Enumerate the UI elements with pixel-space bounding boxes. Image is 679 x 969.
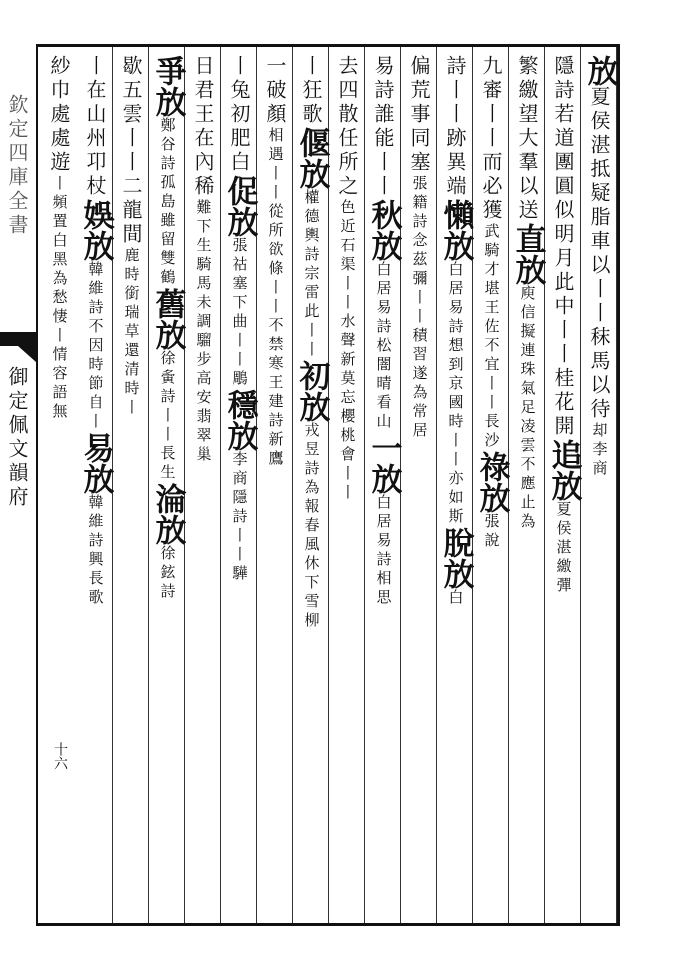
text-column <box>473 47 509 923</box>
annotation-text: 徐夤詩丨丨長生 <box>158 350 177 483</box>
headword: 易放 <box>77 432 114 494</box>
annotation-text: 騮步高安翡翠巢 <box>194 332 213 465</box>
column-text <box>77 55 113 608</box>
body-text: 偏荒事同塞 <box>407 55 431 175</box>
column-text <box>293 55 329 631</box>
body-text: 丨狂歌 <box>299 55 323 127</box>
spine-title: 御定佩文韻府 <box>5 366 29 510</box>
annotation-text: 徐鉉詩 <box>158 545 177 602</box>
text-column <box>365 47 401 923</box>
body-text: 一破顏 <box>263 55 287 127</box>
text-column <box>77 47 113 923</box>
annotation-text: 白居易詩松闇晴看山 <box>374 261 393 432</box>
headword: 淪放 <box>149 483 186 545</box>
spine-top-text: 欽定四庫全書 <box>5 94 29 238</box>
body-text: 繁繳望大羣以送 <box>515 55 539 223</box>
annotation-text: 張說 <box>482 513 501 551</box>
headword: 直放 <box>509 223 546 285</box>
text-column <box>41 47 77 923</box>
text-column <box>437 47 473 923</box>
column-text <box>401 55 437 441</box>
headword: 爭放 <box>149 55 186 117</box>
page-number: 十六 <box>52 742 68 770</box>
column-text <box>509 55 545 532</box>
headword: 祿放 <box>473 451 510 513</box>
annotation-text: 色近石渠丨丨水聲新 <box>338 199 357 370</box>
text-column <box>329 47 365 923</box>
headword: 初放 <box>293 360 330 422</box>
annotation-text: 武騎才堪王佐不宜丨丨長沙 <box>482 223 501 451</box>
text-column <box>149 47 185 923</box>
column-text <box>113 55 149 418</box>
column-text <box>365 55 401 608</box>
headword: 懶放 <box>437 199 474 261</box>
body-text: 日君王在內稀 <box>191 55 215 199</box>
spine-band <box>0 332 36 346</box>
spine-margin <box>0 44 37 926</box>
text-column <box>221 47 257 923</box>
annotation-text: 丨頻置白黑為愁悽 <box>50 175 69 327</box>
headword: 追放 <box>545 439 582 501</box>
text-column <box>185 47 221 923</box>
column-text <box>185 55 221 465</box>
annotation-text: 夏侯湛繳彈 <box>554 501 573 596</box>
annotation-text: 條丨丨不禁寒王建詩新鷹 <box>266 260 285 469</box>
annotation-text: 白 <box>446 589 465 608</box>
headword: 放 <box>581 55 618 86</box>
headword: 一放 <box>365 432 402 494</box>
body-text: 夏侯湛抵疑脂車以丨丨秣馬以待 <box>587 86 611 422</box>
column-text <box>149 55 185 602</box>
text-column <box>545 47 581 923</box>
annotation-text: 李商隱詩丨丨驊 <box>230 451 249 584</box>
headword: 促放 <box>221 175 258 237</box>
column-text <box>257 55 293 469</box>
headword: 舊放 <box>149 288 186 350</box>
body-text: 紗巾處處遊 <box>47 55 71 175</box>
annotation-text: 白居易詩相思 <box>374 494 393 608</box>
annotation-text: 丨情容語無 <box>50 327 69 422</box>
text-column <box>401 47 437 923</box>
annotation-text: 韓維詩不因時節自丨 <box>86 261 105 432</box>
text-column <box>113 47 149 923</box>
headword: 偃放 <box>293 127 330 189</box>
text-column <box>293 47 329 923</box>
body-text: 去四散任所之 <box>335 55 359 199</box>
annotation-text: 居 <box>410 422 429 441</box>
headword: 脫放 <box>437 527 474 589</box>
annotation-text: 莫忘櫻桃會丨丨 <box>338 370 357 503</box>
headword: 娛放 <box>77 199 114 261</box>
annotation-text: 權德輿詩宗雷此丨丨 <box>302 189 321 360</box>
text-column <box>581 47 617 923</box>
column-text <box>473 55 509 551</box>
body-text: 易詩誰能丨丨 <box>371 55 395 199</box>
annotation-text: 庾信擬連珠氣足凌雲不應止為 <box>518 285 537 532</box>
column-text <box>437 55 473 608</box>
annotation-text: 韓維詩興長歌 <box>86 494 105 608</box>
annotation-text: 却李商 <box>590 422 609 479</box>
annotation-text: 難下生騎馬未調 <box>194 199 213 332</box>
text-column <box>509 47 545 923</box>
body-text: 丨兔初肥白 <box>227 55 251 175</box>
body-text: 隱詩若道團圓似明月此中丨丨桂花開 <box>551 55 575 439</box>
annotation-text: 鹿時銜瑞草還 <box>122 247 141 361</box>
annotation-text: 張祜塞下曲丨丨鵰 <box>230 237 249 389</box>
annotation-text: 鄭谷詩孤島雖留雙鶴 <box>158 117 177 288</box>
body-text: 歇五雲丨丨二龍間 <box>119 55 143 247</box>
column-text <box>581 55 617 479</box>
column-text <box>41 55 77 422</box>
column-text <box>545 55 581 596</box>
column-text <box>329 55 365 503</box>
annotation-text: 白居易詩想到京國時丨丨亦如斯 <box>446 261 465 527</box>
body-text: 詩丨丨跡異端 <box>443 55 467 199</box>
annotation-text: 張籍詩念茲彌丨丨積習遂為常 <box>410 175 429 422</box>
column-text <box>221 55 257 584</box>
fish-tail-mark <box>18 346 36 362</box>
headword: 穩放 <box>221 389 258 451</box>
annotation-text: 相遇丨丨從所欲 <box>266 127 285 260</box>
annotation-text: 戎昱詩為報春風休下雪柳 <box>302 422 321 631</box>
body-text: 丨在山州卭杖 <box>83 55 107 199</box>
body-text: 九審丨丨而必獲 <box>479 55 503 223</box>
annotation-text: 清時丨 <box>122 361 141 418</box>
text-column <box>257 47 293 923</box>
headword: 秋放 <box>365 199 402 261</box>
